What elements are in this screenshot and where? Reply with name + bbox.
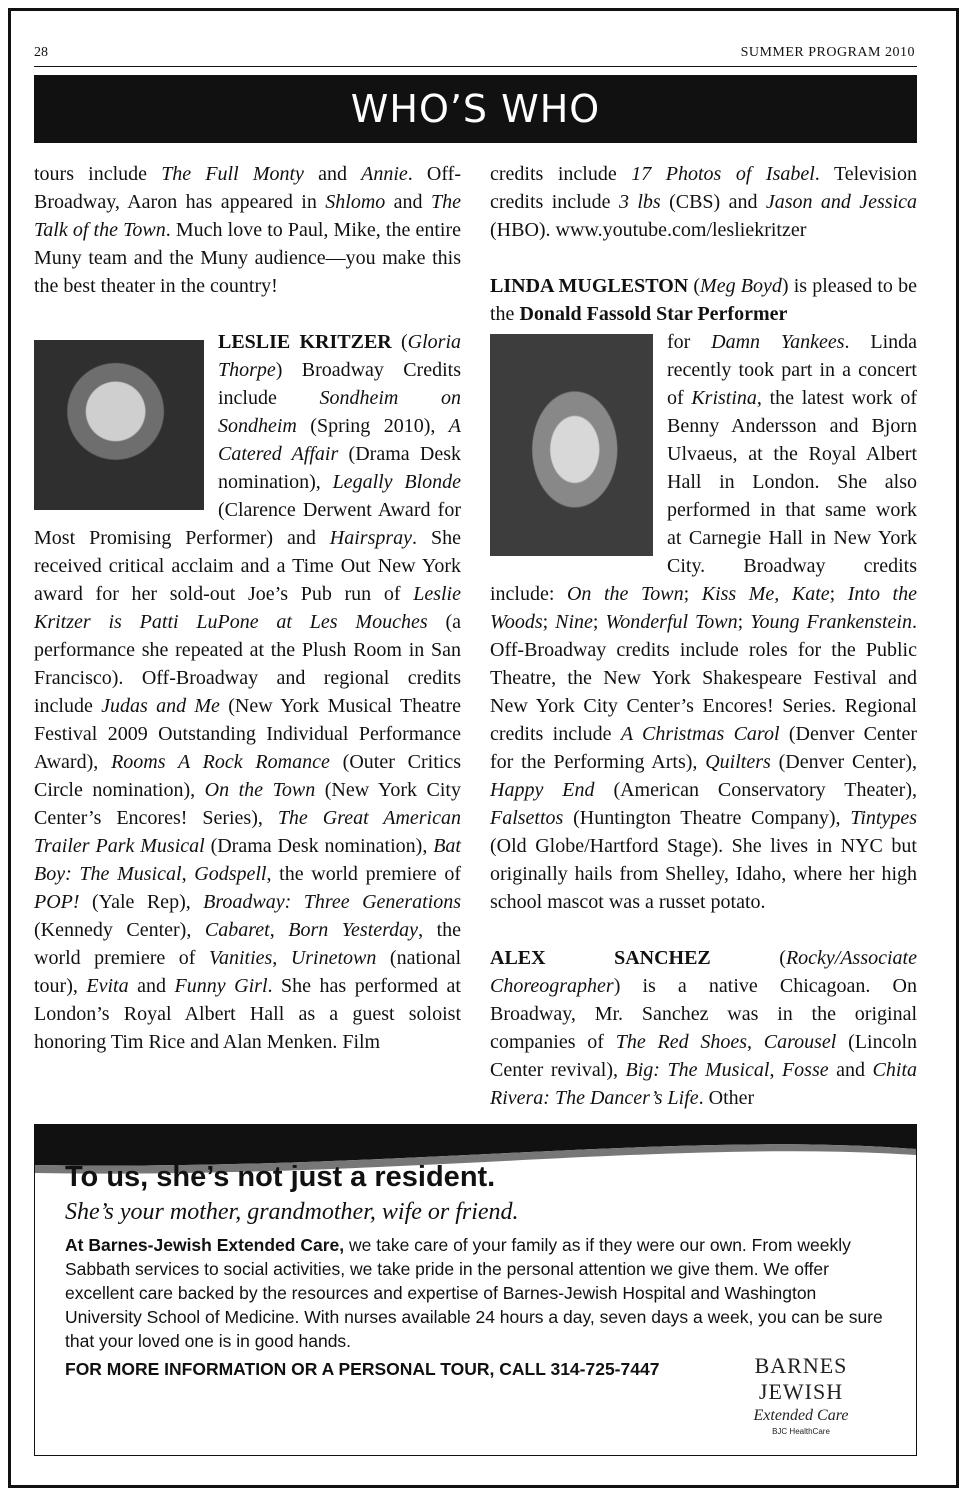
bio-text: ) is a native Chicagoan. On Broadway, Mr. Sanchez was in the original companies of: [490, 975, 917, 1053]
bio-name: LESLIE KRITZER: [218, 331, 392, 353]
program-title: SUMMER PROGRAM 2010: [740, 45, 915, 60]
bio-text: (national tour),: [34, 947, 461, 997]
credit-title: Tintypes: [850, 807, 917, 829]
bio-text: (CBS) and: [660, 191, 766, 213]
credit-title: Happy End: [490, 779, 595, 801]
bio-text: ,: [272, 947, 291, 969]
credit-title: Carousel: [763, 1031, 837, 1053]
credit-title: Leslie Kritzer is Patti LuPone at Les Mouches: [34, 583, 461, 633]
bio-text: (Lincoln Center revival),: [490, 1031, 918, 1081]
bio-text: . Television credits include: [490, 163, 917, 213]
logo-name: BARNES JEWISH: [754, 1353, 848, 1404]
ad-body-lead: At Barnes-Jewish Extended Care,: [65, 1235, 345, 1255]
credit-title: Hairspray: [329, 527, 413, 549]
bio-text: for: [667, 331, 712, 353]
bio-text: and: [303, 163, 362, 185]
credit-title: Rooms A Rock Romance: [111, 751, 330, 773]
bio-text: ;: [683, 583, 702, 605]
barnes-jewish-advertisement: [34, 1124, 917, 1456]
credit-title: Urinetown: [290, 947, 377, 969]
bio-text: (Denver Center for the Performing Arts),: [490, 723, 917, 773]
credit-title: 17 Photos of Isabel: [631, 163, 815, 185]
ad-call-to-action: FOR MORE INFORMATION OR A PERSONAL TOUR, CALL 314-725-7447: [65, 1359, 660, 1379]
leslie-kritzer-photo: [34, 340, 204, 510]
bio-text: (Clarence Derwent Award for Most Promising Performer) and: [34, 499, 461, 549]
bio-text: (New York Musical Theatre Festival 2009 Outstanding Individual Performance Award),: [34, 695, 462, 773]
bio-text: (Huntington Theatre Company),: [563, 807, 851, 829]
leslie-kritzer-bio: [34, 328, 461, 1056]
bio-text: ,: [269, 919, 289, 941]
credit-title: Bat Boy: The Musical: [34, 835, 461, 885]
credit-title: Wonderful Town: [605, 611, 738, 633]
credit-title: POP!: [34, 891, 80, 913]
bio-text: ,: [747, 1031, 764, 1053]
credit-title: Big: The Musical: [625, 1059, 770, 1081]
credit-title: A Christmas Carol: [620, 723, 780, 745]
section-banner: WHO’S WHO: [34, 75, 917, 143]
credit-title: Falsettos: [490, 807, 564, 829]
bio-text: (Drama Desk nomination),: [218, 443, 462, 493]
bio-text: ;: [737, 611, 751, 633]
bio-text: ) Broadway Credits include: [218, 359, 461, 409]
credit-title: Rocky/Associate Choreographer: [490, 947, 917, 997]
ad-headline: To us, she’s not just a resident.: [65, 1161, 496, 1193]
bio-text: and: [385, 191, 431, 213]
bio-text: (Spring 2010),: [296, 415, 449, 437]
credit-title: Quilters: [705, 751, 771, 773]
credit-title: Cabaret: [204, 919, 270, 941]
bio-name: ALEX SANCHEZ: [490, 947, 711, 969]
bio-text: (Kennedy Center),: [34, 919, 205, 941]
credit-title: Shlomo: [325, 191, 386, 213]
credit-title: 3 lbs: [618, 191, 661, 213]
ad-body-text: we take care of your family as if they were our own. From weekly Sabbath services to social activities, we take pride in the personal attention we give them. We offer excellent care backed by the resources and expertise of Barnes-Jewish Hospital and Washington University School of Medicine. With nurses available 24 hours a day, seven days a week, you can be sure that your loved one is in good hands.: [65, 1235, 883, 1351]
bio-text: (: [391, 331, 408, 353]
bio-text: (Drama Desk nomination),: [204, 835, 434, 857]
credit-title: Meg Boyd: [700, 275, 782, 297]
ad-body: [65, 1233, 889, 1353]
bio-name: LINDA MUGLESTON: [490, 275, 689, 297]
bio-text: ) is pleased to be the: [490, 275, 917, 325]
bio-text: (Yale Rep),: [79, 891, 204, 913]
credit-title: Young Frankenstein: [750, 611, 912, 633]
credit-title: Judas and Me: [101, 695, 220, 717]
bio-text: ,: [181, 863, 195, 885]
credit-title: The Full Monty: [161, 163, 304, 185]
bio-text: . Off-Broadway, Aaron has appeared in: [34, 163, 461, 213]
ad-subline: She’s your mother, grandmother, wife or friend.: [65, 1199, 519, 1225]
bio-text: and: [828, 1059, 873, 1081]
credit-title: The Great American Trailer Park Musical: [34, 807, 461, 857]
bio-text: (New York City Center’s Encores! Series),: [34, 779, 461, 829]
credit-title: Vanities: [208, 947, 273, 969]
credit-title: Evita: [86, 975, 129, 997]
linda-mugleston-photo: [490, 334, 653, 556]
bio-text: ;: [829, 583, 848, 605]
credit-title: Nine: [555, 611, 593, 633]
credit-title: Fosse: [781, 1059, 829, 1081]
bio-text: ,: [769, 1059, 782, 1081]
header-rule: [34, 66, 917, 67]
credit-title: Broadway: Three Generations: [203, 891, 461, 913]
credit-title: On the Town: [566, 583, 684, 605]
bio-text: (: [688, 275, 701, 297]
bio-text: . Linda recently took part in a concert of: [667, 331, 918, 409]
bio-text: credits include: [490, 163, 632, 185]
credit-title: Godspell: [194, 863, 267, 885]
bio-text: and: [128, 975, 175, 997]
bio-text: , the world premiere of: [34, 919, 462, 969]
bio-text: ;: [542, 611, 556, 633]
logo-subtitle: Extended Care: [753, 1407, 849, 1424]
bio-text: (HBO). www.youtube.com/lesliekritzer: [490, 219, 807, 241]
left-column: [34, 160, 461, 1056]
bio-text: . Off-Broadway credits include roles for the Public Theatre, the New York Shakespeare Festival and New York City Center’s Encores! Series. Regional credits include: [490, 611, 917, 745]
aaron-bio-continuation: [34, 160, 461, 300]
bio-text: (: [710, 947, 786, 969]
credit-title: Sondheim on Sondheim: [218, 387, 461, 437]
bio-text: (Old Globe/Hartford Stage). She lives in NYC but originally hails from Shelley, Idaho, where her high school mascot was a russet potato.: [490, 835, 917, 913]
bio-text: (Denver Center),: [770, 751, 917, 773]
linda-mugleston-intro: [490, 275, 917, 325]
credit-title: Funny Girl: [174, 975, 268, 997]
bio-name: Donald Fassold Star Performer: [519, 303, 788, 325]
credit-title: Kristina: [691, 387, 757, 409]
credit-title: The Talk of the Town: [34, 191, 461, 241]
credit-title: Gloria Thorpe: [218, 331, 461, 381]
credit-title: Annie: [361, 163, 408, 185]
credit-title: Into the Woods: [490, 583, 917, 633]
right-column: [490, 160, 917, 1112]
bio-text: (American Conservatory Theater),: [594, 779, 917, 801]
bio-text: , the world premiere of: [266, 863, 462, 885]
credit-title: Born Yesterday: [288, 919, 419, 941]
credit-title: Damn Yankees: [711, 331, 845, 353]
leslie-kritzer-bio-continuation: [490, 160, 917, 244]
bio-text: . She has performed at London’s Royal Albert Hall as a guest soloist honoring Tim Rice and Alan Menken. Film: [34, 975, 461, 1053]
bio-text: , the latest work of Benny Andersson and Bjorn Ulvaeus, at the Royal Albert Hall in London. She also performed in that same work at Carnegie Hall in New York City. Broadway credits include:: [490, 387, 918, 605]
credit-title: On the Town: [204, 779, 316, 801]
bio-text: (a performance she repeated at the Plush Room in San Francisco). Off-Broadway and regional credits include: [34, 611, 461, 717]
credit-title: Legally Blonde: [332, 471, 461, 493]
linda-mugleston-bio: [490, 272, 917, 916]
credit-title: Kiss Me, Kate: [701, 583, 830, 605]
barnes-jewish-logo: [711, 1353, 891, 1436]
credit-title: A Catered Affair: [218, 415, 461, 465]
bio-text: . She received critical acclaim and a Time Out New York award for her sold-out Joe’s Pub run of: [34, 527, 461, 605]
bio-text: (Outer Critics Circle nomination),: [34, 751, 462, 801]
credit-title: Jason and Jessica: [765, 191, 918, 213]
bio-text: . Other: [698, 1087, 755, 1109]
credit-title: The Red Shoes: [615, 1031, 747, 1053]
page-number: 28: [34, 45, 48, 60]
credit-title: Chita Rivera: The Dancer’s Life: [490, 1059, 917, 1109]
bio-text: . Much love to Paul, Mike, the entire Muny team and the Muny audience—you make this the best theater in the country!: [34, 219, 461, 297]
alex-sanchez-bio: [490, 944, 917, 1112]
logo-small-print: BJC HealthCare: [772, 1427, 830, 1436]
bio-text: tours include: [34, 163, 162, 185]
bio-text: ;: [592, 611, 606, 633]
